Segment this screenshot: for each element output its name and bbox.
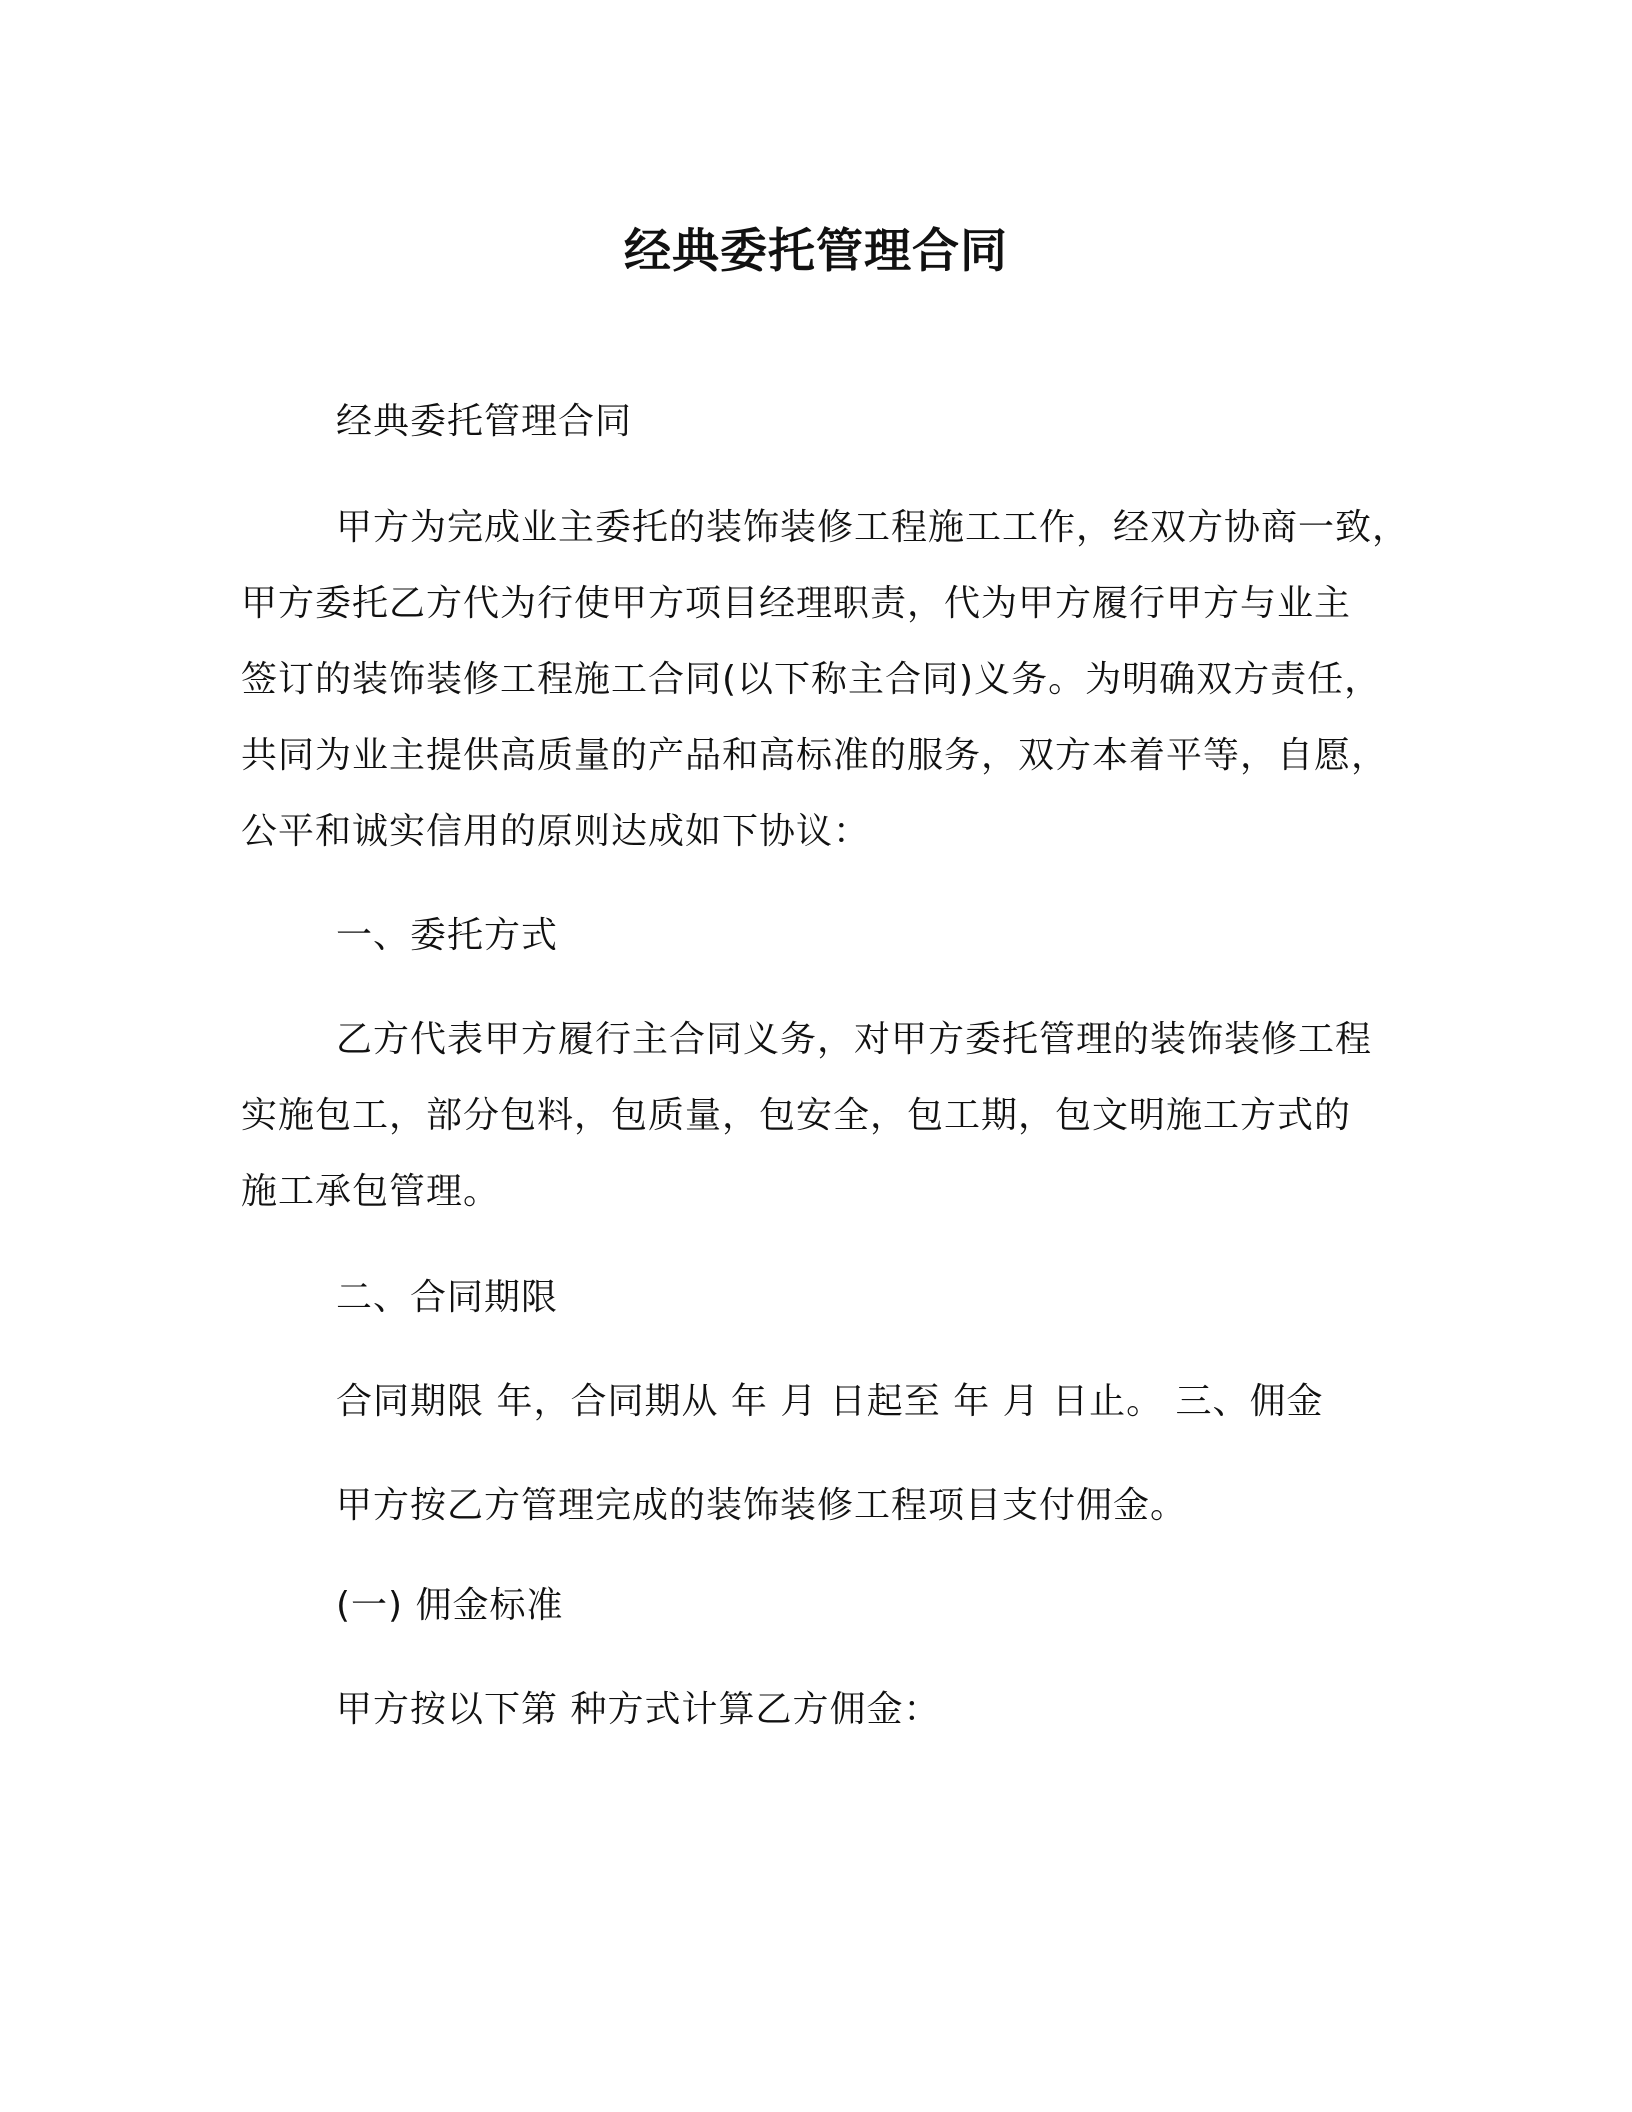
section3-text: 甲方按乙方管理完成的装饰装修工程项目支付佣金。 [336,1485,1188,1526]
commission-paragraph [241,1672,1391,1748]
intro-line: 甲方为完成业主委托的装饰装修工程施工工作，经双方协商一致， [336,507,1410,548]
section1-line: 乙方代表甲方履行主合同义务，对甲方委托管理的装饰装修工程 [336,1019,1373,1060]
section2-heading-text: 二、合同期限 [336,1277,559,1318]
subtitle-text: 经典委托管理合同 [336,401,633,442]
commission-subheading-text: (一) 佣金标准 [336,1585,564,1626]
section3-paragraph [241,1468,1391,1544]
intro-line: 甲方委托乙方代为行使甲方项目经理职责，代为甲方履行甲方与业主 [241,583,1352,624]
commission-text: 甲方按以下第 种方式计算乙方佣金： [336,1689,941,1730]
section1-paragraph [241,1002,1391,1230]
intro-line: 共同为业主提供高质量的产品和高标准的服务，双方本着平等，自愿， [241,735,1389,776]
section2-text: 合同期限 年，合同期从 年 月 日起至 年 月 日止。 三、佣金 [336,1381,1324,1422]
section1-heading [241,898,1391,974]
commission-subheading [241,1568,1391,1644]
intro-line: 公平和诚实信用的原则达成如下协议： [241,811,871,852]
document-subtitle [241,384,1391,460]
intro-line: 签订的装饰装修工程施工合同(以下称主合同)义务。为明确双方责任， [241,659,1382,700]
intro-paragraph [241,490,1410,870]
section2-paragraph [241,1364,1391,1440]
section1-line: 实施包工，部分包料，包质量，包安全，包工期，包文明施工方式的 [241,1095,1352,1136]
section1-heading-text: 一、委托方式 [336,915,559,956]
section1-line: 施工承包管理。 [241,1171,501,1212]
section2-heading [241,1260,1391,1336]
document-title: 经典委托管理合同 [624,224,1008,279]
